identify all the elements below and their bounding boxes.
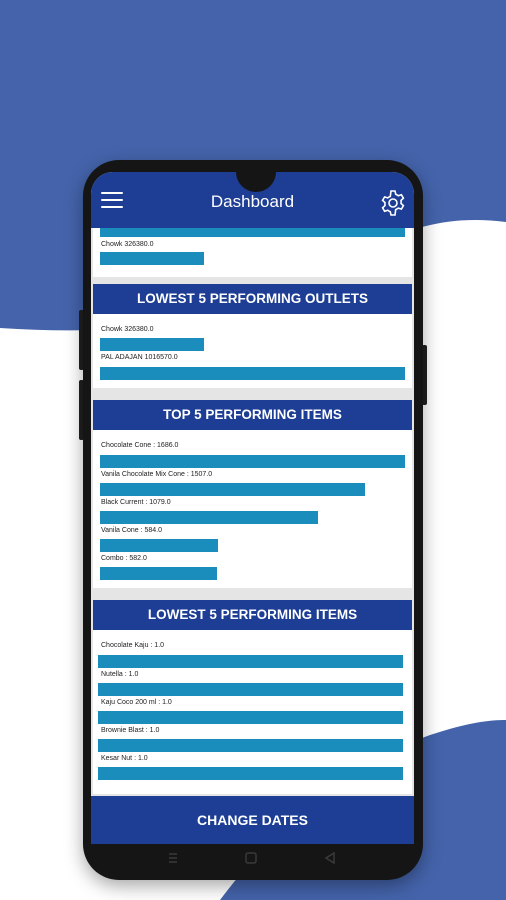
recent-apps-icon[interactable]	[166, 851, 180, 865]
chart-bar	[100, 483, 365, 496]
bar-label: Vanila Cone : 584.0	[101, 527, 162, 534]
chart-bar	[100, 252, 204, 265]
chart-bar	[100, 367, 405, 380]
chart-bar	[100, 567, 217, 580]
chart-bar	[98, 767, 403, 780]
bar-label: PAL ADAJAN 1016570.0	[101, 354, 178, 361]
chart-bar	[98, 739, 403, 752]
chart-bar	[100, 455, 405, 468]
top-items-card	[93, 400, 412, 588]
bar-label: Chocolate Kaju : 1.0	[101, 642, 165, 649]
chart-bar	[98, 655, 403, 668]
bar-label: Chocolate Cone : 1686.0	[101, 442, 179, 449]
chart-bar	[100, 338, 204, 351]
change-dates-button[interactable]: CHANGE DATES	[91, 796, 414, 844]
bar-label: Kaju Coco 200 ml : 1.0	[101, 699, 172, 706]
chart-bar	[98, 683, 403, 696]
home-icon[interactable]	[244, 851, 258, 865]
chart-bar	[100, 511, 318, 524]
lowest-outlets-card	[93, 284, 412, 388]
bar-label: Kesar Nut : 1.0	[101, 755, 148, 762]
chart-bar	[98, 711, 403, 724]
lowest-items-card	[93, 600, 412, 794]
card-title: TOP 5 PERFORMING ITEMS	[93, 400, 412, 430]
back-icon[interactable]	[323, 851, 337, 865]
bar-label: Nutella : 1.0	[101, 671, 139, 678]
system-nav-bar	[91, 844, 414, 872]
gear-icon[interactable]	[379, 189, 407, 217]
chart-bar	[100, 539, 218, 552]
card-title: LOWEST 5 PERFORMING ITEMS	[93, 600, 412, 630]
partial-card	[93, 228, 412, 277]
chart-bar	[100, 228, 405, 237]
bar-label: Brownie Blast : 1.0	[101, 727, 160, 734]
bar-label: Combo : 582.0	[101, 555, 147, 562]
bar-label: Black Current : 1079.0	[101, 499, 171, 506]
page-title: Dashboard	[210, 192, 295, 211]
dashboard-scroll-area[interactable]	[91, 228, 414, 794]
bar-label: Chowk 326380.0	[101, 326, 154, 333]
bar-label: Chowk 326380.0	[101, 241, 154, 248]
card-title: LOWEST 5 PERFORMING OUTLETS	[93, 284, 412, 314]
bar-label: Vanila Chocolate Mix Cone : 1507.0	[101, 471, 213, 478]
app-screen	[91, 172, 414, 844]
